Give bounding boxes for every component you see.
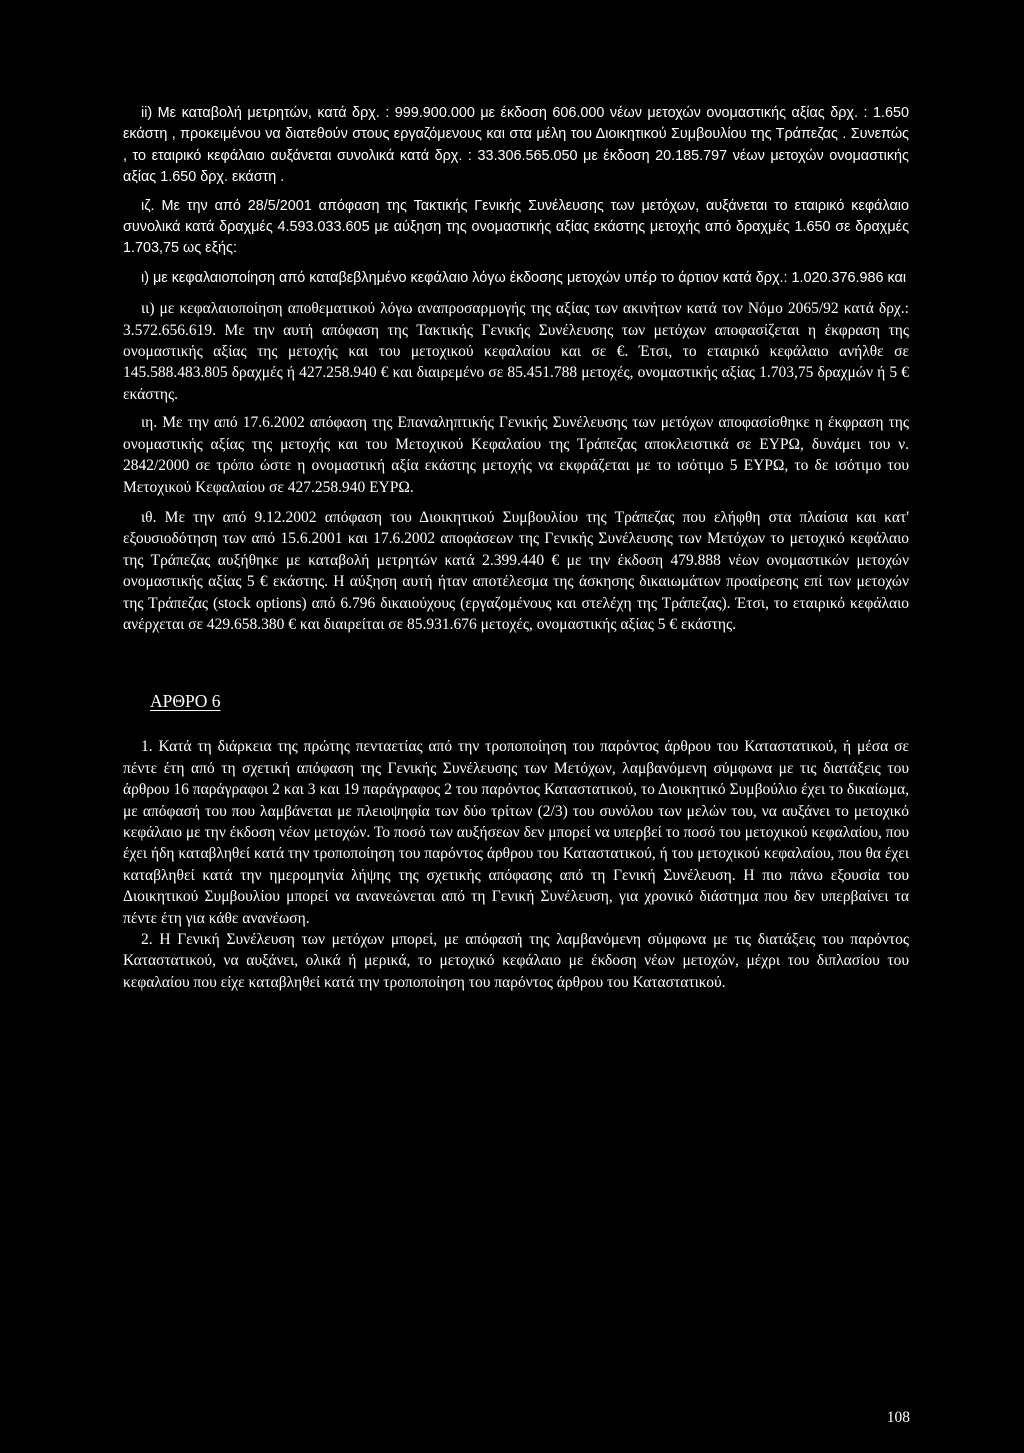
paragraph-ih: ιη. Με την από 17.6.2002 απόφαση της Επαναληπτικής Γενικής Συνέλευσης των μετόχων αποφασίσθηκε η έκφραση της ονομαστικής αξίας της μετοχής και του Μετοχικού Κεφαλαίου της Τράπεζας αποκλειστικά σε ΕΥΡΩ, δυνάμει του ν. 2842/2000 σε τρόπο ώστε η ονομαστική αξία εκάστης μετοχής να εκφράζεται με το ισότιμο 5 ΕΥΡΩ, το δε ισότιμο του Μετοχικού Κεφαλαίου σε 427.258.940 ΕΥΡΩ. — [123, 414, 909, 496]
paragraph-ii-capitalisation: ιι) με κεφαλαιοποίηση αποθεματικού λόγω αναπροσαρμογής της αξίας των ακινήτων κατά τον Νόμο 2065/92 κατά δρχ.: 3.572.656.619. Με την αυτή απόφαση της Τακτικής Γενικής Συνέλευσης των μετόχων αποφασίζεται η έκφραση της ονομαστικής αξίας της μετοχής και του μετοχικού κεφαλαίου και σε €. Έτσι, το εταιρικό κεφάλαιο ανήλθε σε 145.588.483.805 δραχμές ή 427.258.940 € και διαιρεμένο σε 85.451.788 μετοχές, ονομαστικής αξίας 1.703,75 δραχμών ή 5 € εκάστης. — [123, 300, 909, 403]
article-heading: ΑΡΘΡΟ 6 — [150, 691, 221, 712]
document-page — [123, 103, 909, 993]
article-paragraph-1: 1. Κατά τη διάρκεια της πρώτης πενταετίας από την τροποποίηση του παρόντος άρθρου του Καταστατικού, ή μέσα σε πέντε έτη από τη σχετική απόφαση της Γενικής Συνέλευσης των Μετόχων, λαμβανόμενη σύμφωνα με τις διατάξεις του άρθρου 16 παράγραφοι 2 και 3 και 19 παράγραφος 2 του παρόντος Καταστατικού, το Διοικητικό Συμβούλιο έχει το δικαίωμα, με απόφασή του που λαμβάνεται με πλειοψηφία των δύο τρίτων (2/3) του συνόλου των μελών του, να αυξάνει το μετοχικό κεφάλαιο με την έκδοση νέων μετοχών. Το ποσό των αυξήσεων δεν μπορεί να υπερβεί το ποσό του μετοχικού κεφαλαίου, που έχει ήδη καταβληθεί κατά την τροποποίηση του παρόντος άρθρου του Καταστατικού, ή του μετοχικού κεφαλαίου, που θα έχει καταβληθεί κατά την ημερομηνία λήψης της σχετικής απόφασης από τη Γενική Συνέλευση. Η πιο πάνω εξουσία του Διοικητικού Συμβουλίου μπορεί να ανανεώνεται από τη Γενική Συνέλευση, για χρονικό διάστημα που δεν υπερβαίνει τα πέντε έτη για κάθε ανανέωση. — [123, 738, 909, 927]
paragraph-ith: ιθ. Με την από 9.12.2002 απόφαση του Διοικητικού Συμβουλίου της Τράπεζας που ελήφθη στα πλαίσια και κατ' εξουσιοδότηση των από 15.6.2001 και 17.6.2002 αποφάσεων της Γενικής Συνέλευσης των Μετόχων το μετοχικό κεφάλαιο της Τράπεζας αυξήθηκε με καταβολή μετρητών κατά 2.399.440 € με την έκδοση 479.888 νέων ονομαστικών μετοχών ονομαστικής αξίας 5 € εκάστης. Η αύξηση αυτή ήταν αποτέλεσμα της άσκησης δικαιωμάτων προαίρεσης επί των μετοχών της Τράπεζας (stock options) από 6.796 δικαιούχους (εργαζομένους και στελέχη της Τράπεζας). Έτσι, το εταιρικό κεφάλαιο ανέρχεται σε 429.658.380 € και διαιρείται σε 85.931.676 μετοχές, ονομαστικής αξίας 5 € εκάστης. — [123, 508, 909, 633]
paragraph-iz: ιζ. Με την από 28/5/2001 απόφαση της Τακτικής Γενικής Συνέλευσης των μετόχων, αυξάνεται το εταιρικό κεφάλαιο συνολικά κατά δραχμές 4.593.033.605 με αύξηση της ονομαστικής αξίας εκάστης μετοχής από δραχμές 1.650 σε δραχμές 1.703,75 ως εξής: — [123, 197, 909, 257]
article-paragraph-2: 2. Η Γενική Συνέλευση των μετόχων μπορεί, με απόφασή της λαμβανόμενη σύμφωνα με τις διατάξεις του παρόντος Καταστατικού, να αυξάνει, ολικά ή μερικά, το μετοχικό κεφάλαιο με έκδοση νέων μετοχών, μέχρι του διπλασίου του κεφαλαίου που είχε καταβληθεί κατά την τροποποίηση του παρόντος άρθρου του Καταστατικού. — [123, 931, 909, 991]
paragraph-capital-increase-cash: ii) Με καταβολή μετρητών, κατά δρχ. : 999.900.000 με έκδοση 606.000 νέων μετοχών ονομαστικής αξίας δρχ. : 1.650 εκάστη , προκειμένου να διατεθούν στους εργαζόμενους και στα μέλη του Διοικητικού Συμβουλίου της Τράπεζας . Συνεπώς , το εταιρικό κεφάλαιο αυξάνεται συνολικά κατά δρχ. : 33.306.565.050 με έκδοση 20.185.797 νέων μετοχών ονομαστικής αξίας 1.650 δρχ. εκάστη . — [123, 105, 909, 186]
page-number: 108 — [886, 1409, 910, 1426]
paragraph-i-capitalisation: ι) με κεφαλαιοποίηση από καταβεβλημένο κεφάλαιο λόγω έκδοσης μετοχών υπέρ το άρτιον κατά δρχ.: 1.020.376.986 και — [141, 269, 907, 286]
